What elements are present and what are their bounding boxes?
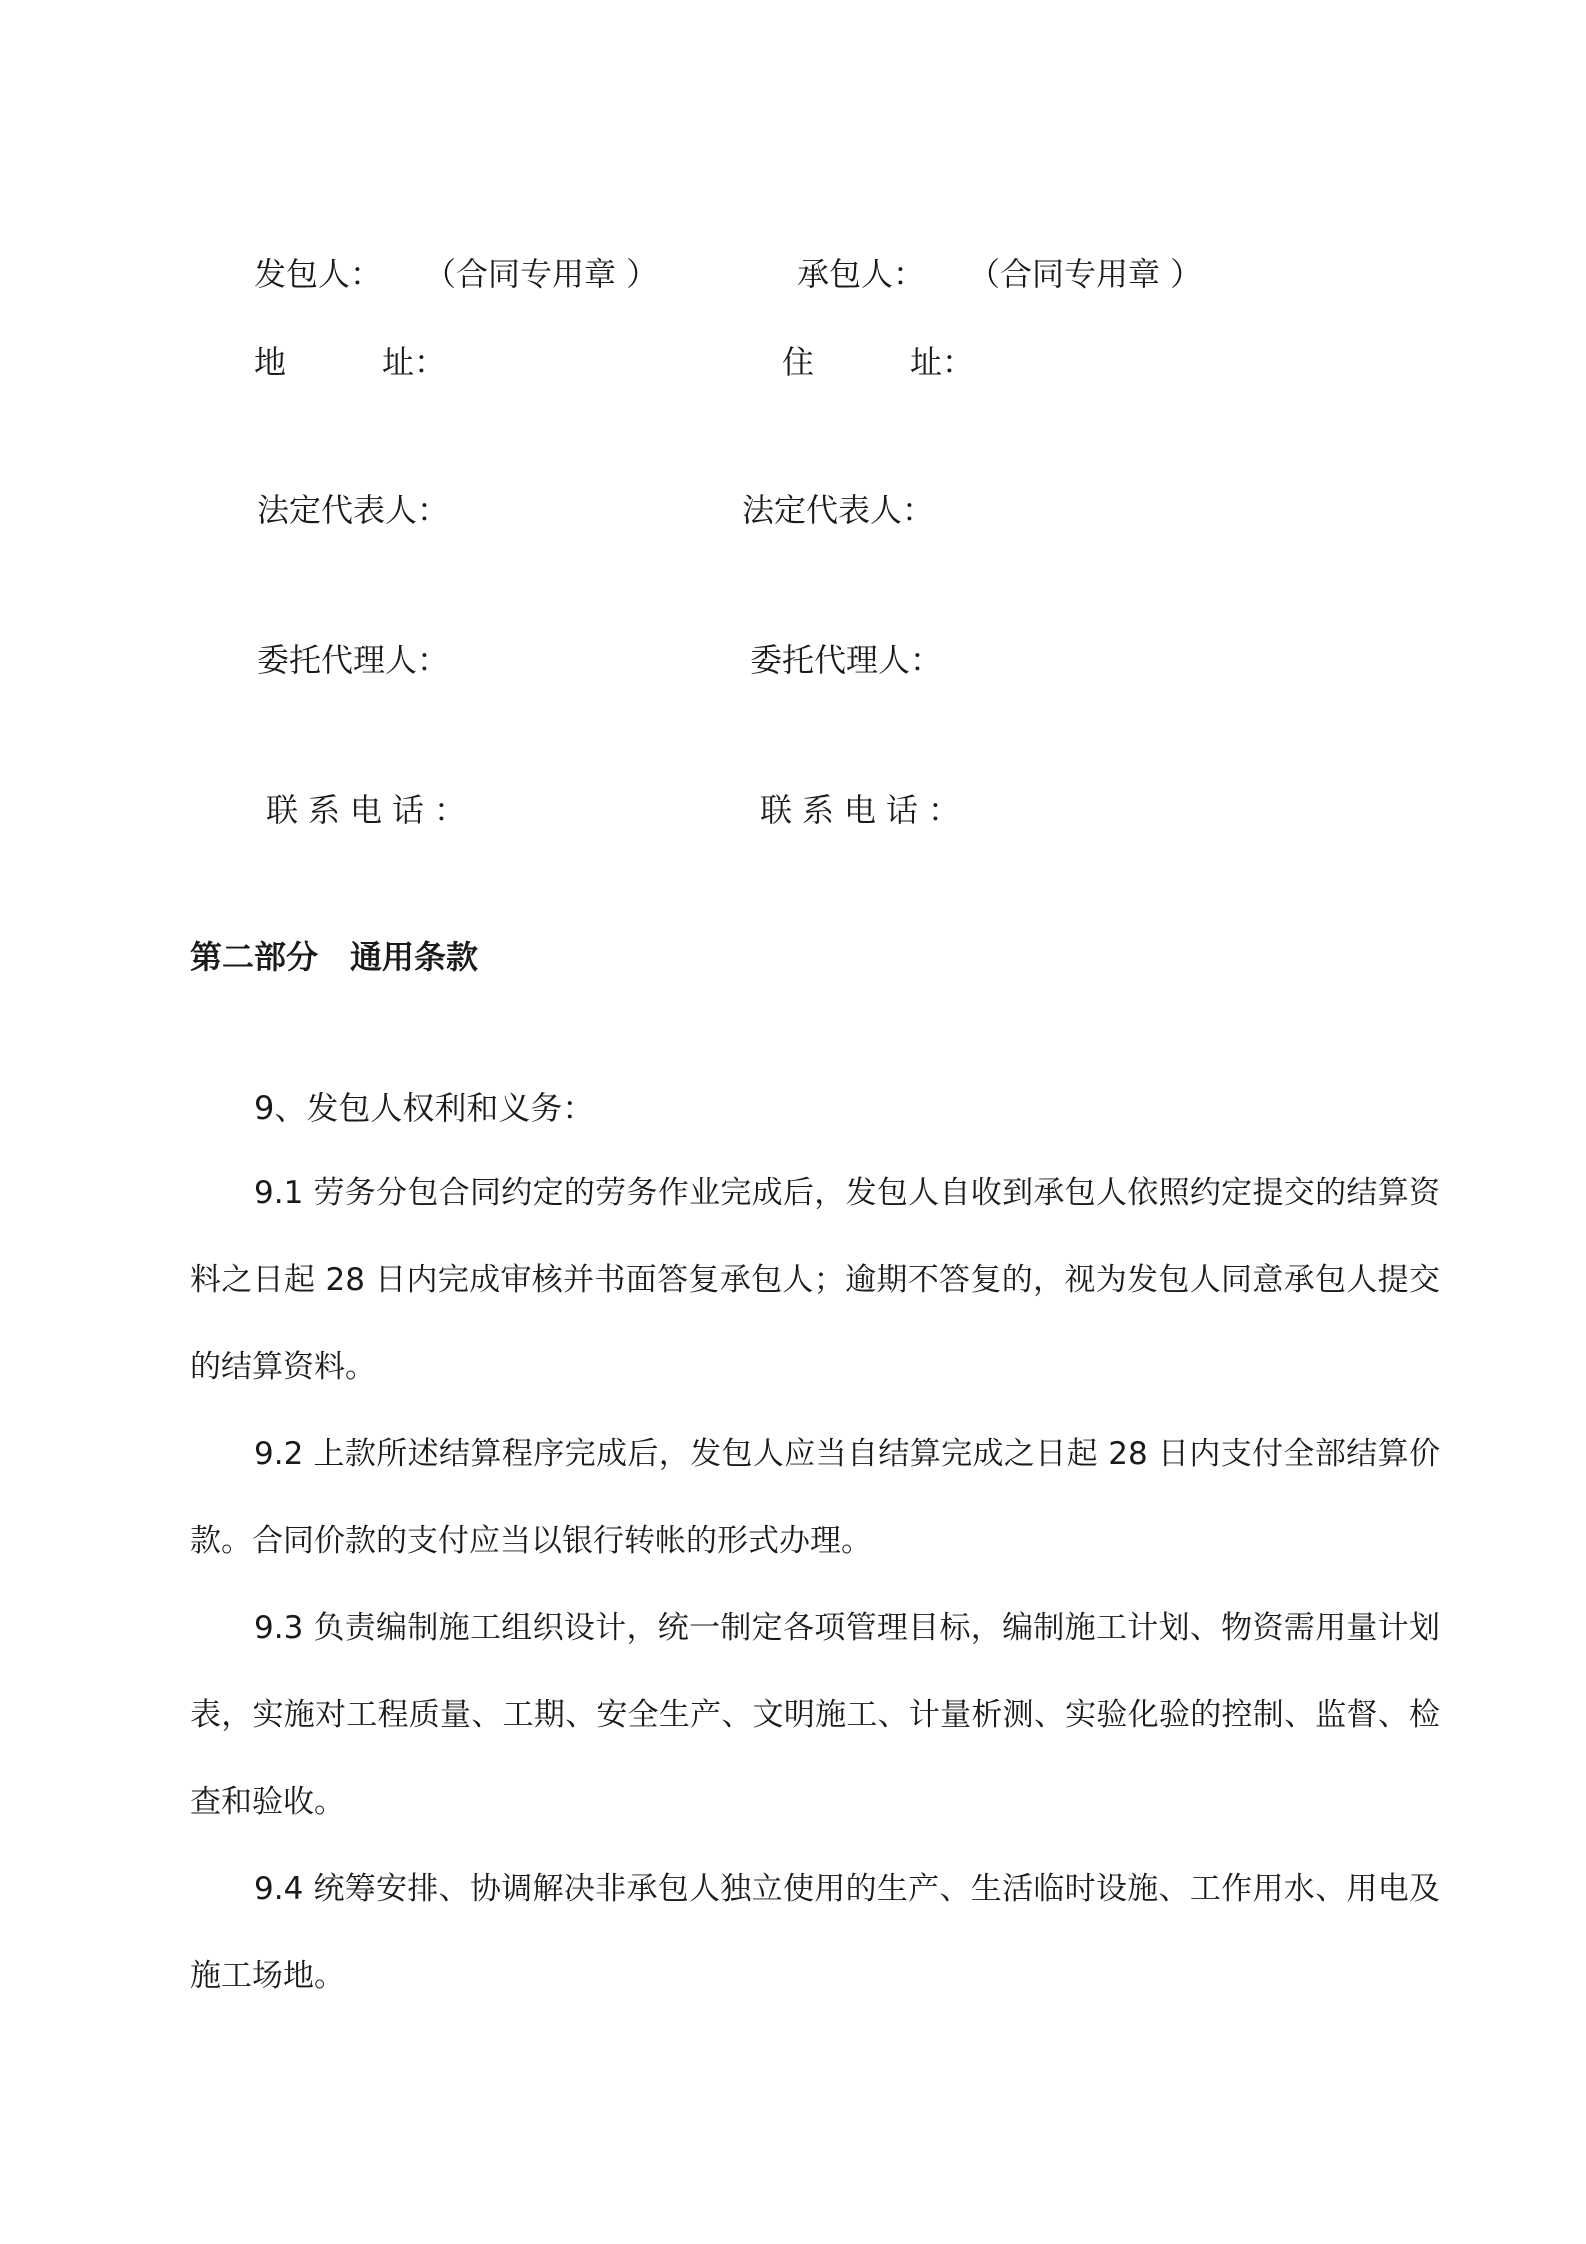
clause-9-4: 9.4 统筹安排、协调解决非承包人独立使用的生产、生活临时设施、工作用水、用电及施工场地。 bbox=[190, 1871, 1440, 1994]
residence-label-char2: 址： bbox=[910, 343, 975, 381]
phone-label-right: 联系电话： bbox=[760, 791, 971, 829]
address-label-char1: 地 bbox=[254, 343, 287, 381]
clause-9-heading: 9、发包人权利和义务： bbox=[254, 1089, 595, 1127]
employer-seal: （合同专用章 ） bbox=[424, 255, 659, 293]
address-label-char2: 址： bbox=[382, 343, 447, 381]
clause-9-1: 9.1 劳务分包合同约定的劳务作业完成后，发包人自收到承包人依照约定提交的结算资料之日起 28 日内完成审核并书面答复承包人；逾期不答复的，视为发包人同意承包人提交的结算资料。 bbox=[190, 1175, 1440, 1385]
contractor-label: 承包人： bbox=[797, 255, 926, 293]
legal-rep-label-left: 法定代表人： bbox=[257, 491, 450, 529]
agent-label-right: 委托代理人： bbox=[750, 641, 943, 679]
phone-label-left: 联系电话： bbox=[266, 791, 477, 829]
agent-label-left: 委托代理人： bbox=[257, 641, 450, 679]
clause-9-2: 9.2 上款所述结算程序完成后，发包人应当自结算完成之日起 28 日内支付全部结算价款。合同价款的支付应当以银行转帐的形式办理。 bbox=[190, 1436, 1440, 1559]
employer-label: 发包人： bbox=[254, 255, 383, 293]
legal-rep-label-right: 法定代表人： bbox=[742, 491, 935, 529]
residence-label-char1: 住 bbox=[782, 343, 815, 381]
clause-9-3: 9.3 负责编制施工组织设计，统一制定各项管理目标，编制施工计划、物资需用量计划表，实施对工程质量、工期、安全生产、文明施工、计量析测、实验化验的控制、监督、检查和验收。 bbox=[190, 1610, 1440, 1820]
section-heading: 第二部分 通用条款 bbox=[190, 938, 479, 976]
contractor-seal: （合同专用章 ） bbox=[968, 255, 1203, 293]
